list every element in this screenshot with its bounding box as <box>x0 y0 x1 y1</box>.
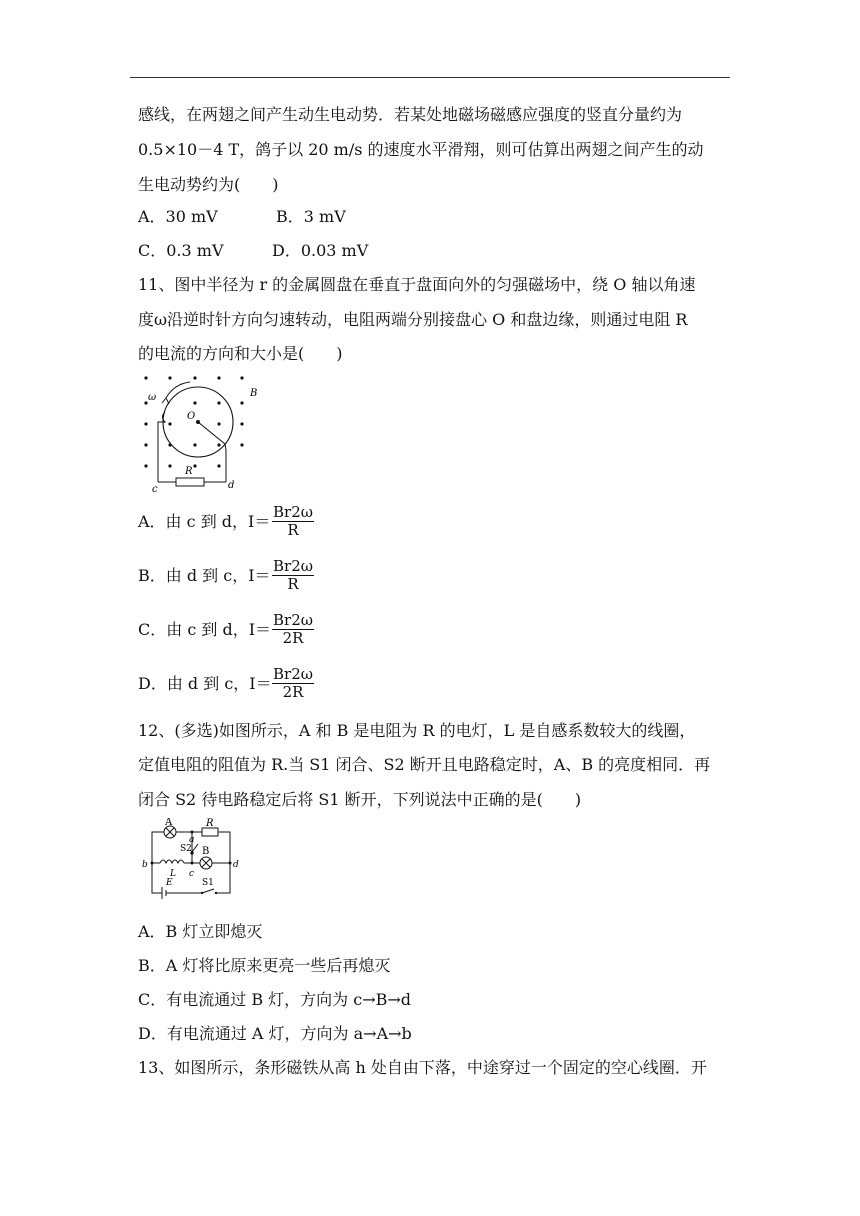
q11-text-line2: 度ω沿逆时针方向匀速转动，电阻两端分别接盘心 O 和盘边缘，则通过电阻 R <box>138 310 688 329</box>
q11-label-o: O <box>187 411 196 422</box>
q11-option-a: A．由 c 到 d，I＝ <box>138 512 271 531</box>
q12-text-line1: 12、(多选)如图所示，A 和 B 是电阻为 R 的电灯，L 是自感系数较大的线圈， <box>138 721 696 740</box>
q11-option-c-fraction <box>272 612 314 647</box>
q10-text-line2: 0.5×10－4 T，鸽子以 20 m/s 的速度水平滑翔，则可估算出两翅之间产生的动 <box>138 140 704 159</box>
q10-option-c: C．0.3 mV <box>138 241 224 260</box>
q12-label-d-node: d <box>233 860 239 870</box>
q11-label-b: B <box>250 388 258 399</box>
fraction-numerator: Br2ω <box>273 611 313 629</box>
q10-text-line1: 感线，在两翅之间产生动生电动势．若某处地磁场磁感应强度的竖直分量约为 <box>138 105 683 124</box>
q12-option-a: A．B 灯立即熄灭 <box>138 922 263 941</box>
fraction-denominator: R <box>287 521 299 539</box>
q12-label-c-node: c <box>189 869 195 879</box>
q12-label-b-node: b <box>142 860 148 870</box>
q11-option-d-fraction <box>272 666 314 701</box>
q12-label-a-node: a <box>189 835 195 845</box>
q12-label-s2: S2 <box>180 844 192 854</box>
q13-text-line1: 13、如图所示，条形磁铁从高 h 处自由下落，中途穿过一个固定的空心线圈．开 <box>138 1058 707 1077</box>
q12-text-line3: 闭合 S2 待电路稳定后将 S1 断开，下列说法中正确的是( ) <box>138 790 582 809</box>
q11-label-r: R <box>185 466 193 477</box>
q11-option-b-fraction <box>272 558 314 593</box>
q12-option-c: C．有电流通过 B 灯，方向为 c→B→d <box>138 990 412 1009</box>
q11-label-d: d <box>228 480 235 491</box>
q12-circuit-figure <box>140 818 250 900</box>
fraction-numerator: Br2ω <box>273 557 313 575</box>
fraction-numerator: Br2ω <box>273 665 313 683</box>
q11-option-c: C．由 c 到 d，I＝ <box>138 620 272 639</box>
q10-option-d: D．0.03 mV <box>272 241 369 260</box>
q11-text-line1: 11、图中半径为 r 的金属圆盘在垂直于盘面向外的匀强磁场中，绕 O 轴以角速 <box>138 275 696 294</box>
q12-label-a-lamp: A <box>165 818 173 828</box>
fraction-denominator: 2R <box>282 683 304 701</box>
q11-text-line3: 的电流的方向和大小是( ) <box>138 344 343 363</box>
q12-option-b: B．A 灯将比原来更亮一些后再熄灭 <box>138 956 391 975</box>
q11-label-c: c <box>152 484 158 495</box>
q12-label-s1: S1 <box>202 878 214 888</box>
q11-option-d: D．由 d 到 c，I＝ <box>138 674 272 693</box>
q12-label-r: R <box>206 818 214 829</box>
fraction-denominator: 2R <box>282 629 304 647</box>
q11-option-a-fraction <box>272 504 314 539</box>
fraction-denominator: R <box>287 575 299 593</box>
q12-label-b-lamp: B <box>202 846 210 857</box>
q11-label-omega: ω <box>148 392 157 403</box>
q12-option-d: D．有电流通过 A 灯，方向为 a→A→b <box>138 1024 412 1043</box>
q10-option-b: B．3 mV <box>276 207 346 226</box>
q10-text-line3: 生电动势约为( ) <box>138 175 279 194</box>
q10-option-a: A．30 mV <box>138 207 218 226</box>
q12-label-l: L <box>170 869 176 879</box>
q12-label-e: E <box>166 878 173 888</box>
q11-option-b: B．由 d 到 c，I＝ <box>138 566 271 585</box>
q11-disk-figure <box>138 370 268 495</box>
q12-text-line2: 定值电阻的阻值为 R.当 S1 闭合、S2 断开且电路稳定时，A、B 的亮度相同．再 <box>138 755 711 774</box>
fraction-numerator: Br2ω <box>273 503 313 521</box>
header-rule <box>130 77 730 78</box>
